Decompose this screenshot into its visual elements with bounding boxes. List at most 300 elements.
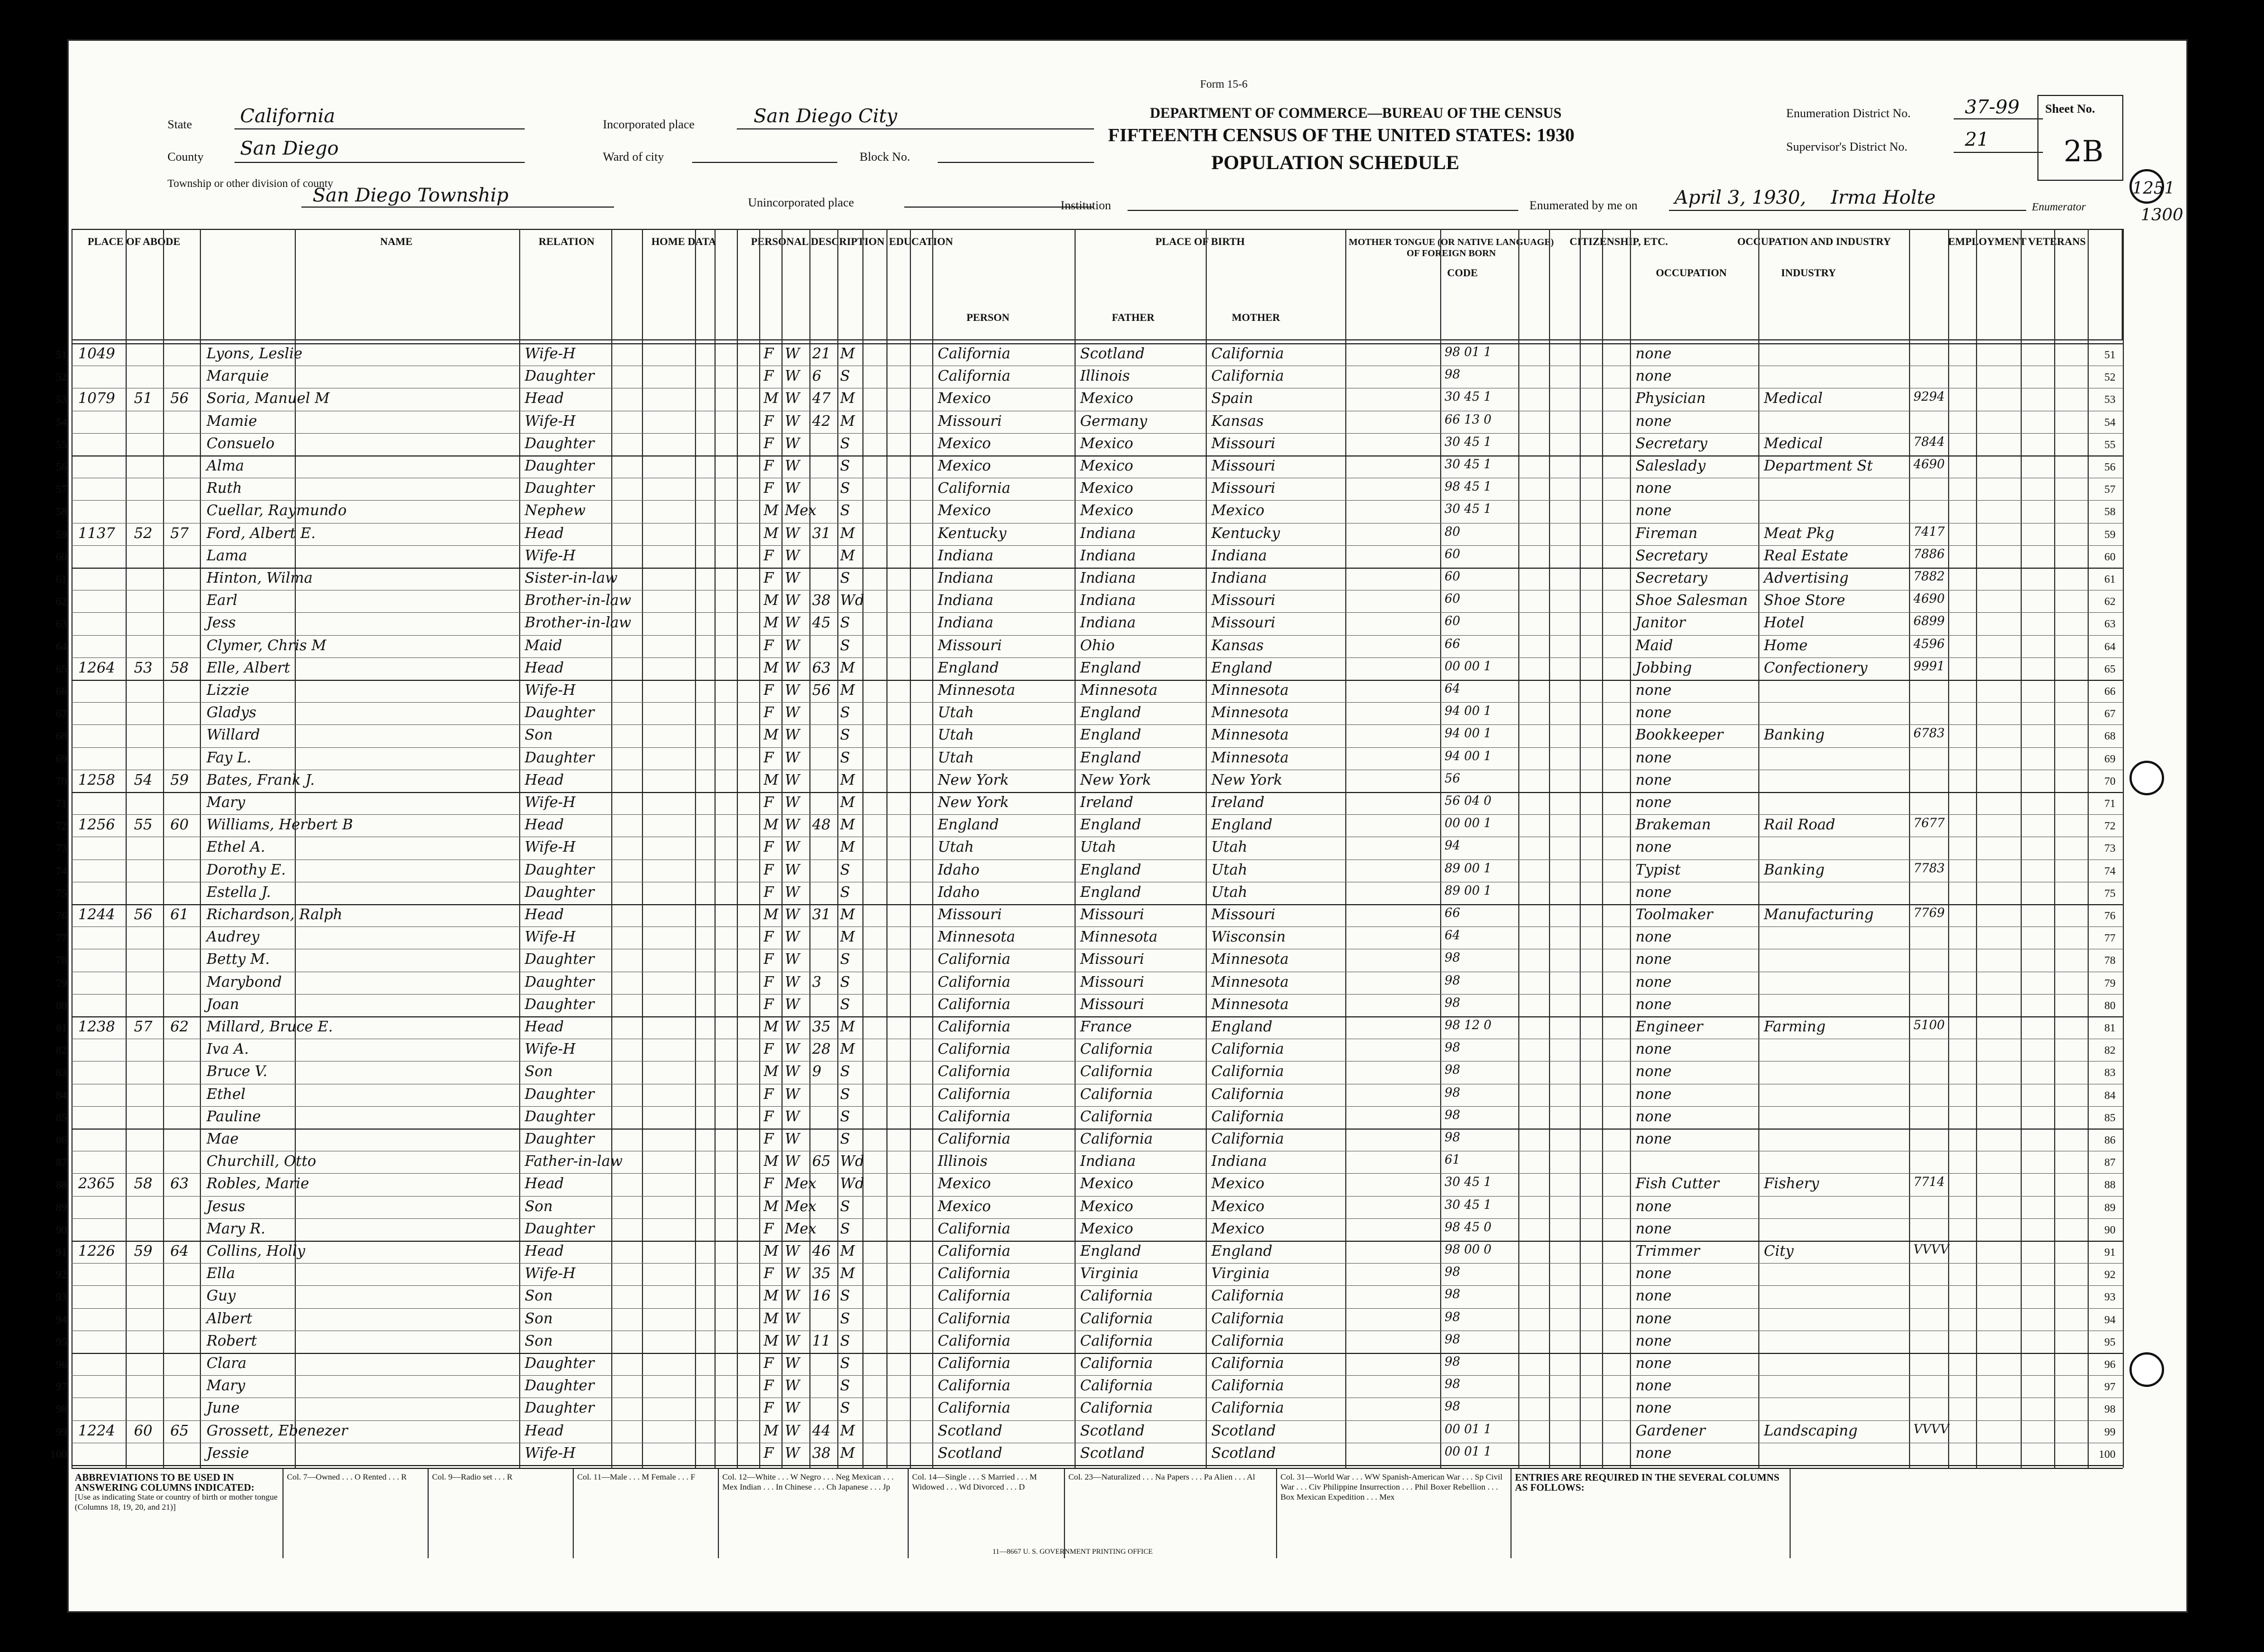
cell-race: W [785,1108,800,1125]
cell-person-name: Audrey [207,929,260,946]
cell-birthplace-person: California [938,1265,1011,1283]
cell-occupation: none [1635,502,1672,520]
cell-birth-code: 30 45 1 [1445,458,1491,472]
cell-birth-code: 60 [1445,614,1460,629]
line-number-right: 55 [2104,438,2116,451]
cell-industry: City [1764,1243,1794,1260]
cell-sex: M [764,1153,779,1170]
cell-birthplace-person: California [938,1131,1011,1147]
cell-age: 65 [812,1153,831,1170]
line-number-right: 70 [2104,775,2116,787]
cell-occupation: Fireman [1635,525,1698,542]
cell-person-name: Clara [207,1355,247,1372]
cell-occupation-code: 9294 [1913,390,1945,405]
cell-birthplace-mother: England [1211,659,1273,676]
cell-sex: M [764,1288,779,1305]
cell-birth-code: 80 [1445,525,1460,539]
cell-birth-code: 56 [1445,771,1460,786]
cell-house-number: 1258 [78,771,116,789]
cell-birth-code: 98 12 0 [1445,1019,1491,1032]
group-citizenship: CITIZENSHIP, ETC. [1569,236,1668,248]
cell-relation: Wife-H [525,929,576,946]
cell-birth-code: 94 00 1 [1445,749,1491,763]
cell-birthplace-person: Illinois [938,1153,988,1170]
cell-person-name: Millard, Bruce E. [207,1019,333,1035]
line-number-right: 62 [2104,596,2116,608]
cell-birthplace-father: California [1080,1108,1153,1125]
abbrev-col7: Col. 7—Owned . . . O Rented . . . R [284,1469,429,1558]
line-number-right: 74 [2104,865,2116,877]
township-value: San Diego Township [313,184,509,206]
cell-birthplace-father: California [1080,1400,1153,1417]
cell-birthplace-person: California [938,1355,1011,1372]
cell-person-name: Ella [207,1265,236,1283]
row-divider [71,926,2123,927]
cell-marital-status: S [840,996,850,1013]
cell-marital-status: S [840,951,850,968]
cell-birthplace-mother: Minnesota [1211,951,1289,968]
cell-family-number: 57 [170,525,189,542]
cell-race: W [785,345,800,362]
cell-birthplace-mother: California [1211,1108,1284,1125]
cell-birthplace-person: California [938,973,1011,991]
cell-occupation-code: 9991 [1913,659,1945,674]
cell-birthplace-person: California [938,368,1011,385]
cell-marital-status: M [840,1265,855,1283]
line-number-right: 98 [2104,1403,2116,1416]
cell-person-name: Dorothy E. [207,861,286,878]
cell-sex: F [764,368,774,385]
cell-marital-status: Wd [840,592,865,609]
cell-industry: Farming [1764,1019,1826,1035]
cell-age: 45 [812,614,831,632]
cell-house-number: 1238 [78,1019,116,1035]
line-number-left: 96 [56,1358,67,1371]
cell-birth-code: 66 [1445,906,1460,920]
cell-birthplace-father: England [1080,727,1141,744]
cell-sex: F [764,435,774,452]
cell-relation: Sister-in-law [525,570,618,587]
cell-birthplace-father: Virginia [1080,1265,1139,1283]
group-place-of-birth: PLACE OF BIRTH [1155,236,1245,248]
cell-relation: Daughter [525,480,594,497]
cell-marital-status: S [840,1198,850,1215]
cell-race: W [785,771,800,789]
cell-person-name: Fay L. [207,749,252,766]
cell-birthplace-mother: Missouri [1211,435,1275,452]
line-number-left: 81 [56,1022,67,1034]
cell-birth-code: 98 00 0 [1445,1243,1491,1257]
cell-birthplace-mother: Missouri [1211,458,1275,474]
cell-birthplace-person: Minnesota [938,682,1015,699]
cell-relation: Daughter [525,996,594,1013]
cell-sex: F [764,1086,774,1103]
cell-sex: M [764,592,779,609]
line-number-right: 71 [2104,798,2116,810]
cell-birthplace-father: California [1080,1131,1153,1147]
line-number-right: 72 [2104,820,2116,833]
cell-birthplace-father: England [1080,883,1141,901]
line-number-left: 83 [56,1067,67,1079]
cell-birthplace-father: France [1080,1019,1132,1035]
line-number-left: 60 [56,550,67,563]
cell-age: 38 [812,1444,831,1462]
line-number-left: 97 [56,1381,67,1394]
line-number-left: 95 [56,1336,67,1348]
cell-relation: Daughter [525,883,594,901]
cell-race: W [785,570,800,587]
line-number-left: 61 [56,573,67,585]
incorporated-label: Incorporated place [603,117,695,131]
cell-person-name: Bates, Frank J. [207,771,315,789]
cell-occupation: none [1635,1198,1672,1215]
cell-birth-code: 60 [1445,570,1460,584]
cell-relation: Daughter [525,1086,594,1103]
cell-birth-code: 00 00 1 [1445,817,1491,831]
cell-occupation: none [1635,412,1672,430]
cell-race: W [785,592,800,609]
cell-birthplace-mother: Utah [1211,883,1248,901]
cell-marital-status: S [840,861,850,878]
cell-birthplace-person: California [938,1220,1011,1237]
cell-marital-status: S [840,614,850,632]
cell-race: W [785,906,800,923]
line-number-right: 66 [2104,685,2116,698]
cell-occupation-code: 5100 [1913,1019,1945,1032]
cell-industry: Meat Pkg [1764,525,1835,542]
cell-person-name: Lizzie [207,682,250,699]
sheet-value: 2B [2064,135,2104,169]
line-number-left: 67 [56,708,67,721]
cell-birthplace-person: California [938,1086,1011,1103]
cell-occupation: Secretary [1635,435,1707,452]
cell-birthplace-father: California [1080,1041,1153,1058]
cell-relation: Daughter [525,973,594,991]
enumerated-label: Enumerated by me on [1529,198,1638,212]
cell-person-name: Joan [207,996,239,1013]
line-number-right: 73 [2104,842,2116,855]
cell-occupation: Typist [1635,861,1681,878]
cell-dwelling-number: 54 [134,771,153,789]
line-number-right: 93 [2104,1291,2116,1304]
cell-sex: F [764,794,774,811]
line-number-right: 89 [2104,1201,2116,1214]
row-divider [71,747,2123,748]
cell-relation: Son [525,1332,553,1350]
cell-occupation: none [1635,1086,1672,1103]
line-number-right: 56 [2104,461,2116,473]
cell-house-number: 1137 [78,525,116,542]
cell-sex: F [764,345,774,362]
cell-birth-code: 30 45 1 [1445,390,1491,405]
group-home-data: HOME DATA [651,236,716,248]
margin-note-1: 1251 [2132,179,2175,198]
cell-race: Mex [785,1220,817,1237]
cell-house-number: 1244 [78,906,116,923]
cell-marital-status: M [840,390,855,407]
line-number-right: 54 [2104,416,2116,429]
cell-sex: F [764,1265,774,1283]
line-number-left: 58 [56,506,67,518]
cell-occupation-code: 7714 [1913,1175,1945,1190]
cell-birthplace-person: Indiana [938,614,994,632]
cell-family-number: 60 [170,817,189,834]
group-relation: RELATION [539,236,594,248]
cell-marital-status: Wd [840,1175,865,1193]
row-divider [71,1241,2123,1242]
cell-person-name: Clymer, Chris M [207,637,327,654]
cell-age: 48 [812,817,831,834]
line-number-right: 80 [2104,999,2116,1012]
cell-sex: M [764,906,779,923]
row-divider [71,859,2123,860]
cell-occupation: none [1635,771,1672,789]
cell-person-name: Robles, Marie [207,1175,309,1193]
row-divider [71,1218,2123,1219]
line-number-left: 75 [56,887,67,900]
cell-occupation-code: 6783 [1913,727,1945,741]
cell-birthplace-person: California [938,480,1011,497]
cell-person-name: Elle, Albert [207,659,290,676]
row-divider [71,1061,2123,1062]
cell-occupation: none [1635,1355,1672,1372]
department-title: DEPARTMENT OF COMMERCE—BUREAU OF THE CENSUS [1150,105,1562,121]
cell-person-name: Willard [207,727,260,744]
cell-relation: Head [525,771,564,789]
cell-person-name: Collins, Holly [207,1243,305,1260]
cell-industry: Real Estate [1764,547,1849,564]
cell-birthplace-mother: Mexico [1211,502,1265,520]
cell-person-name: Grossett, Ebenezer [207,1422,348,1439]
line-number-left: 92 [56,1269,67,1281]
cell-relation: Daughter [525,1131,594,1147]
line-number-left: 85 [56,1111,67,1124]
cell-birth-code: 94 [1445,839,1460,853]
row-divider [71,1016,2123,1017]
cell-occupation: none [1635,951,1672,968]
cell-race: W [785,1063,800,1080]
cell-birthplace-person: Utah [938,704,974,722]
cell-sex: F [764,458,774,474]
cell-birth-code: 64 [1445,682,1460,696]
line-number-left: 70 [56,775,67,787]
line-number-left: 52 [56,371,67,384]
cell-birthplace-father: England [1080,1243,1141,1260]
cell-industry: Banking [1764,727,1825,744]
cell-race: W [785,839,800,856]
cell-sex: M [764,1332,779,1350]
cell-sex: F [764,749,774,766]
line-number-left: 54 [56,416,67,429]
cell-person-name: Jesus [207,1198,246,1215]
row-divider [71,568,2123,569]
cell-relation: Wife-H [525,412,576,430]
cell-race: Mex [785,502,817,520]
cell-birthplace-person: Indiana [938,547,994,564]
cell-marital-status: S [840,368,850,385]
row-divider [71,1128,2123,1130]
cell-birthplace-mother: Mexico [1211,1175,1265,1193]
row-divider [71,1106,2123,1107]
cell-birth-code: 98 [1445,1355,1460,1369]
cell-birthplace-father: Indiana [1080,1153,1136,1170]
cell-race: W [785,1153,800,1170]
line-number-right: 92 [2104,1269,2116,1281]
cell-birthplace-person: California [938,996,1011,1013]
cell-sex: F [764,547,774,564]
sheet-number-box [2037,95,2123,181]
cell-birthplace-father: Indiana [1080,570,1136,587]
line-number-right: 86 [2104,1134,2116,1146]
schedule-title: POPULATION SCHEDULE [1211,151,1460,174]
cell-sex: F [764,1444,774,1462]
cell-birth-code: 98 [1445,1086,1460,1100]
cell-race: W [785,817,800,834]
institution-label: Institution [1061,198,1111,212]
cell-sex: M [764,1198,779,1215]
cell-sex: F [764,570,774,587]
cell-birthplace-father: Mexico [1080,1198,1134,1215]
cell-sex: F [764,412,774,430]
cell-birthplace-father: England [1080,659,1141,676]
line-number-right: 59 [2104,528,2116,541]
cell-birthplace-mother: Scotland [1211,1422,1276,1439]
cell-birthplace-father: Ireland [1080,794,1134,811]
cell-relation: Son [525,1288,553,1305]
ward-label: Ward of city [603,150,664,164]
cell-birthplace-father: Illinois [1080,368,1130,385]
cell-birthplace-person: Idaho [938,883,980,901]
cell-occupation: Brakeman [1635,817,1711,834]
row-divider [71,523,2123,524]
cell-birthplace-father: Missouri [1080,951,1144,968]
group-veterans: VETERANS [2028,236,2086,248]
cell-race: W [785,1019,800,1035]
cell-birth-code: 30 45 1 [1445,1175,1491,1190]
cell-relation: Son [525,727,553,744]
cell-race: W [785,704,800,722]
cell-occupation: none [1635,996,1672,1013]
cell-person-name: Mamie [207,412,257,430]
cell-race: W [785,1332,800,1350]
line-number-right: 52 [2104,371,2116,384]
row-divider [71,1196,2123,1197]
cell-birthplace-mother: Utah [1211,839,1248,856]
cell-relation: Head [525,659,564,676]
unincorporated-label: Unincorporated place [748,195,854,209]
cell-dwelling-number: 53 [134,659,153,676]
cell-industry: Home [1764,637,1808,654]
row-divider [71,702,2123,703]
cell-person-name: Richardson, Ralph [207,906,343,923]
cell-sex: F [764,929,774,946]
cell-sex: M [764,502,779,520]
cell-occupation: none [1635,1288,1672,1305]
cell-relation: Wife-H [525,1444,576,1462]
cell-age: 56 [812,682,831,699]
line-number-left: 90 [56,1223,67,1236]
subhead-code: CODE [1447,267,1478,279]
cell-birthplace-mother: Missouri [1211,592,1275,609]
cell-sex: M [764,1063,779,1080]
cell-industry: Banking [1764,861,1825,878]
cell-occupation: none [1635,345,1672,362]
binder-hole-middle [2129,761,2164,795]
cell-person-name: Earl [207,592,238,609]
cell-birth-code: 94 00 1 [1445,704,1491,719]
cell-race: W [785,1265,800,1283]
line-number-right: 91 [2104,1246,2116,1259]
cell-relation: Daughter [525,458,594,474]
line-number-left: 62 [56,596,67,608]
cell-person-name: Alma [207,458,244,474]
cell-race: W [785,1422,800,1439]
cell-age: 9 [812,1063,822,1080]
cell-birthplace-mother: Missouri [1211,480,1275,497]
row-divider [71,1285,2123,1286]
cell-sex: F [764,951,774,968]
cell-age: 35 [812,1019,831,1035]
cell-birthplace-person: Mexico [938,458,991,474]
cell-birth-code: 98 [1445,996,1460,1010]
cell-race: W [785,637,800,654]
group-personal-description: PERSONAL DESCRIPTION [751,236,885,248]
cell-person-name: Ford, Albert E. [207,525,316,542]
block-label: Block No. [860,150,910,164]
cell-race: W [785,1243,800,1260]
cell-birthplace-mother: California [1211,1063,1284,1080]
cell-marital-status: S [840,1377,850,1395]
cell-age: 31 [812,906,831,923]
cell-sex: M [764,614,779,632]
cell-house-number: 2365 [78,1175,116,1193]
subhead-occupation: OCCUPATION [1656,267,1727,279]
cell-industry: Rail Road [1764,817,1835,834]
line-number-left: 66 [56,685,67,698]
cell-birth-code: 30 45 1 [1445,435,1491,449]
cell-birthplace-mother: California [1211,1041,1284,1058]
cell-marital-status: S [840,1063,850,1080]
cell-birthplace-mother: Scotland [1211,1444,1276,1462]
row-divider [71,1353,2123,1354]
cell-person-name: Mary R. [207,1220,266,1237]
enumerated-date: April 3, 1930, [1675,186,1806,209]
group-employment: EMPLOYMENT [1948,236,2027,248]
cell-race: W [785,614,800,632]
cell-age: 63 [812,659,831,676]
cell-marital-status: S [840,973,850,991]
cell-relation: Father-in-law [525,1153,623,1170]
cell-birth-code: 98 45 0 [1445,1220,1491,1235]
cell-person-name: Soria, Manuel M [207,390,330,407]
cell-birthplace-person: California [938,1332,1011,1350]
line-number-left: 68 [56,730,67,743]
cell-birthplace-mother: Minnesota [1211,704,1289,722]
cell-birthplace-person: Mexico [938,1198,991,1215]
state-label: State [167,117,192,131]
cell-occupation: Janitor [1635,614,1686,632]
cell-marital-status: M [840,547,855,564]
cell-birth-code: 98 01 1 [1445,345,1491,359]
cell-house-number: 1224 [78,1422,116,1439]
cell-occupation: Secretary [1635,570,1707,587]
cell-race: W [785,883,800,901]
line-number-right: 65 [2104,662,2116,675]
cell-birthplace-person: Missouri [938,412,1002,430]
cell-marital-status: S [840,1400,850,1417]
cell-occupation-code: 7677 [1913,817,1945,831]
cell-birthplace-mother: Virginia [1211,1265,1270,1283]
